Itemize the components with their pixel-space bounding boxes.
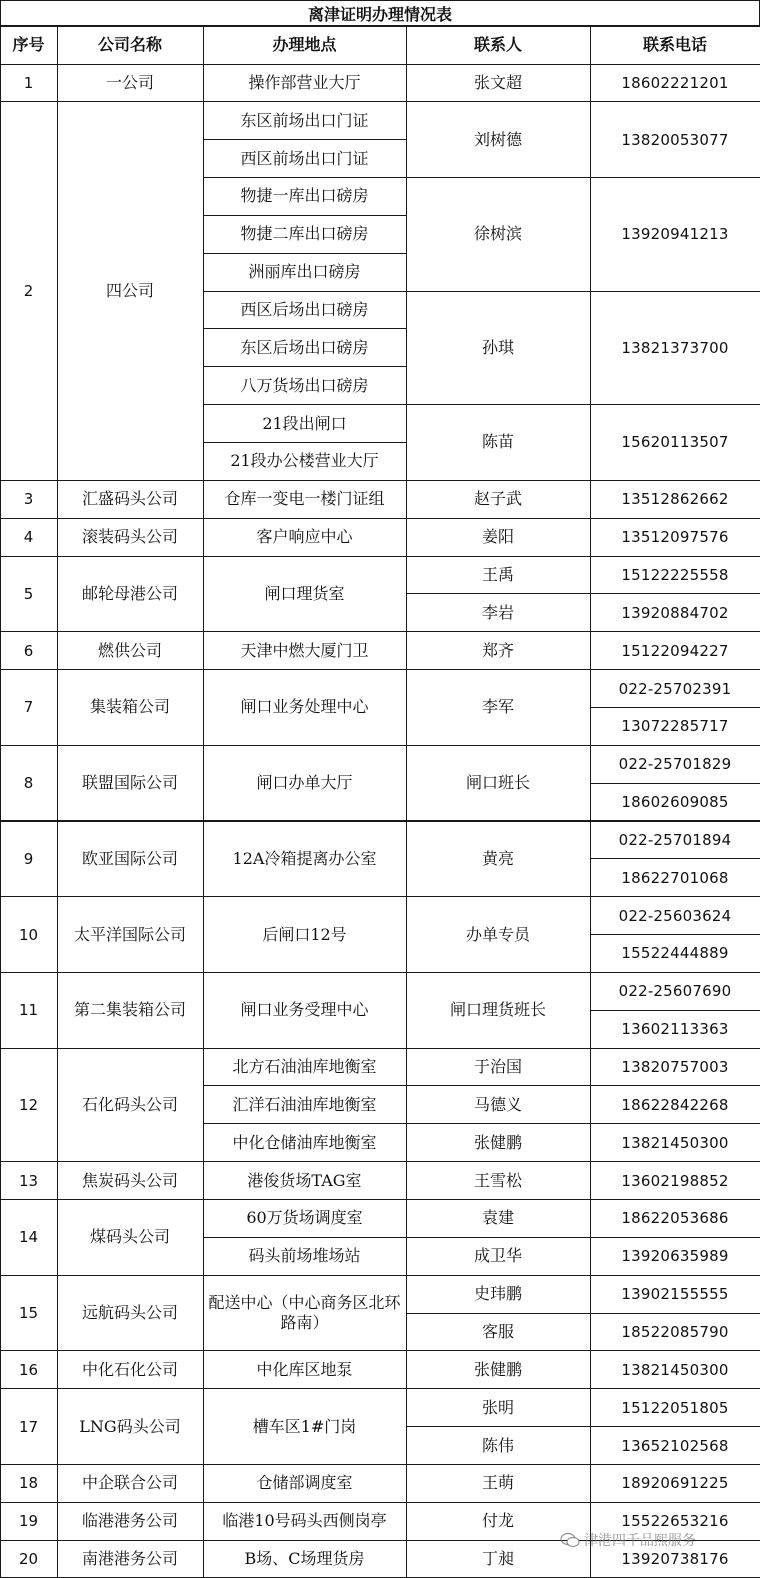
row-number: 7 bbox=[0, 669, 58, 746]
contact-name: 李军 bbox=[406, 669, 591, 746]
contact-name: 张健鹏 bbox=[406, 1123, 591, 1162]
company-name: LNG码头公司 bbox=[57, 1388, 204, 1465]
row-number: 12 bbox=[0, 1048, 58, 1163]
row-number: 3 bbox=[0, 480, 58, 519]
row-number: 9 bbox=[0, 821, 58, 898]
company-name: 第二集装箱公司 bbox=[57, 972, 204, 1049]
location-cell: 港俊货场TAG室 bbox=[203, 1161, 407, 1200]
contact-phone: 13512097576 bbox=[590, 518, 760, 557]
row-number: 6 bbox=[0, 631, 58, 670]
contact-name: 丁昶 bbox=[406, 1540, 591, 1578]
contact-name: 张文超 bbox=[406, 64, 591, 103]
location-cell: 中化仓储油库地衡室 bbox=[203, 1123, 407, 1162]
location-cell: 汇洋石油油库地衡室 bbox=[203, 1085, 407, 1124]
company-name: 燃供公司 bbox=[57, 631, 204, 670]
contact-phone: 18622701068 bbox=[590, 858, 760, 897]
contact-phone: 022-25701894 bbox=[590, 821, 760, 860]
location-cell: 配送中心（中心商务区北环路南） bbox=[203, 1275, 407, 1352]
contact-phone: 18920691225 bbox=[590, 1464, 760, 1503]
contact-phone: 13820757003 bbox=[590, 1048, 760, 1087]
location-cell: 闸口理货室 bbox=[203, 556, 407, 633]
contact-name: 陈伟 bbox=[406, 1426, 591, 1465]
row-number: 19 bbox=[0, 1502, 58, 1541]
contact-phone: 18602221201 bbox=[590, 64, 760, 103]
contact-name: 王雪松 bbox=[406, 1161, 591, 1200]
company-name: 四公司 bbox=[57, 101, 204, 481]
contact-name: 王禹 bbox=[406, 556, 591, 595]
row-number: 4 bbox=[0, 518, 58, 557]
company-name: 临港港务公司 bbox=[57, 1502, 204, 1541]
row-number: 13 bbox=[0, 1161, 58, 1200]
contact-name: 张明 bbox=[406, 1388, 591, 1427]
contact-name: 孙琪 bbox=[406, 291, 591, 406]
company-name: 太平洋国际公司 bbox=[57, 896, 204, 973]
contact-phone: 022-25607690 bbox=[590, 972, 760, 1011]
contact-name: 办单专员 bbox=[406, 896, 591, 973]
row-number: 8 bbox=[0, 745, 58, 822]
location-cell: 八万货场出口磅房 bbox=[203, 366, 407, 405]
row-number: 16 bbox=[0, 1350, 58, 1389]
contact-name: 袁建 bbox=[406, 1199, 591, 1238]
company-name: 联盟国际公司 bbox=[57, 745, 204, 822]
contact-name: 于治国 bbox=[406, 1048, 591, 1087]
contact-phone: 15122225558 bbox=[590, 556, 760, 595]
company-name: 汇盛码头公司 bbox=[57, 480, 204, 519]
company-name: 南港港务公司 bbox=[57, 1540, 204, 1578]
contact-phone: 13920884702 bbox=[590, 593, 760, 632]
location-cell: 东区后场出口磅房 bbox=[203, 328, 407, 367]
contact-phone: 13512862662 bbox=[590, 480, 760, 519]
location-cell: 仓库一变电一楼门证组 bbox=[203, 480, 407, 519]
contact-phone: 18622053686 bbox=[590, 1199, 760, 1238]
contact-phone: 15620113507 bbox=[590, 404, 760, 481]
contact-name: 闸口理货班长 bbox=[406, 972, 591, 1049]
contact-phone: 15522444889 bbox=[590, 934, 760, 973]
contact-phone: 15522653216 bbox=[590, 1502, 760, 1541]
contact-name: 黄亮 bbox=[406, 821, 591, 898]
location-cell: 洲丽库出口磅房 bbox=[203, 253, 407, 292]
contact-phone: 13652102568 bbox=[590, 1426, 760, 1465]
contact-name: 成卫华 bbox=[406, 1237, 591, 1276]
contact-name: 付龙 bbox=[406, 1502, 591, 1541]
contact-phone: 13821373700 bbox=[590, 291, 760, 406]
column-header: 公司名称 bbox=[57, 26, 204, 65]
location-cell: 临港10号码头西侧岗亭 bbox=[203, 1502, 407, 1541]
company-name: 远航码头公司 bbox=[57, 1275, 204, 1352]
contact-phone: 13072285717 bbox=[590, 707, 760, 746]
column-header: 联系电话 bbox=[590, 26, 760, 65]
column-header: 办理地点 bbox=[203, 26, 407, 65]
company-name: 煤码头公司 bbox=[57, 1199, 204, 1276]
row-number: 15 bbox=[0, 1275, 58, 1352]
contact-name: 史玮鹏 bbox=[406, 1275, 591, 1314]
contact-name: 马德义 bbox=[406, 1085, 591, 1124]
contact-phone: 022-25603624 bbox=[590, 896, 760, 935]
contact-phone: 022-25702391 bbox=[590, 669, 760, 708]
location-cell: 闸口办单大厅 bbox=[203, 745, 407, 822]
contact-phone: 15122051805 bbox=[590, 1388, 760, 1427]
location-cell: 闸口业务处理中心 bbox=[203, 669, 407, 746]
location-cell: 闸口业务受理中心 bbox=[203, 972, 407, 1049]
location-cell: 客户响应中心 bbox=[203, 518, 407, 557]
contact-name: 闸口班长 bbox=[406, 745, 591, 822]
contact-phone: 13920738176 bbox=[590, 1540, 760, 1578]
contact-name: 徐树滨 bbox=[406, 177, 591, 292]
location-cell: 西区前场出口门证 bbox=[203, 139, 407, 178]
contact-name: 客服 bbox=[406, 1313, 591, 1352]
contact-phone: 18602609085 bbox=[590, 783, 760, 822]
row-number: 1 bbox=[0, 64, 58, 103]
location-cell: 21段出闸口 bbox=[203, 404, 407, 443]
location-cell: 北方石油油库地衡室 bbox=[203, 1048, 407, 1087]
location-cell: 12A冷箱提离办公室 bbox=[203, 821, 407, 898]
location-cell: 仓储部调度室 bbox=[203, 1464, 407, 1503]
contact-phone: 13902155555 bbox=[590, 1275, 760, 1314]
company-name: 石化码头公司 bbox=[57, 1048, 204, 1163]
company-name: 集装箱公司 bbox=[57, 669, 204, 746]
contact-name: 李岩 bbox=[406, 593, 591, 632]
contact-name: 陈苗 bbox=[406, 404, 591, 481]
contact-phone: 13602113363 bbox=[590, 1010, 760, 1049]
contact-phone: 15122094227 bbox=[590, 631, 760, 670]
contact-phone: 13821450300 bbox=[590, 1123, 760, 1162]
row-number: 20 bbox=[0, 1540, 58, 1578]
contact-name: 王萌 bbox=[406, 1464, 591, 1503]
location-cell: B场、C场理货房 bbox=[203, 1540, 407, 1578]
row-number: 5 bbox=[0, 556, 58, 633]
location-cell: 槽车区1#门岗 bbox=[203, 1388, 407, 1465]
company-name: 中企联合公司 bbox=[57, 1464, 204, 1503]
contact-phone: 13920941213 bbox=[590, 177, 760, 292]
table-title: 离津证明办理情况表 bbox=[0, 0, 760, 26]
company-name: 焦炭码头公司 bbox=[57, 1161, 204, 1200]
location-cell: 60万货场调度室 bbox=[203, 1199, 407, 1238]
row-number: 11 bbox=[0, 972, 58, 1049]
contact-name: 郑齐 bbox=[406, 631, 591, 670]
contact-name: 姜阳 bbox=[406, 518, 591, 557]
row-number: 10 bbox=[0, 896, 58, 973]
contact-phone: 13821450300 bbox=[590, 1350, 760, 1389]
location-cell: 后闸口12号 bbox=[203, 896, 407, 973]
company-name: 中化石化公司 bbox=[57, 1350, 204, 1389]
location-cell: 西区后场出口磅房 bbox=[203, 291, 407, 330]
row-number: 17 bbox=[0, 1388, 58, 1465]
column-header: 序号 bbox=[0, 26, 58, 65]
location-cell: 物捷二库出口磅房 bbox=[203, 215, 407, 254]
contact-phone: 18522085790 bbox=[590, 1313, 760, 1352]
location-cell: 21段办公楼营业大厅 bbox=[203, 442, 407, 481]
location-cell: 中化库区地泵 bbox=[203, 1350, 407, 1389]
contact-phone: 13602198852 bbox=[590, 1161, 760, 1200]
company-name: 欧亚国际公司 bbox=[57, 821, 204, 898]
location-cell: 操作部营业大厅 bbox=[203, 64, 407, 103]
contact-name: 赵子武 bbox=[406, 480, 591, 519]
contact-phone: 18622842268 bbox=[590, 1085, 760, 1124]
location-cell: 码头前场堆场站 bbox=[203, 1237, 407, 1276]
company-name: 邮轮母港公司 bbox=[57, 556, 204, 633]
contact-phone: 13920635989 bbox=[590, 1237, 760, 1276]
column-header: 联系人 bbox=[406, 26, 591, 65]
contact-name: 刘树德 bbox=[406, 101, 591, 178]
company-name: 一公司 bbox=[57, 64, 204, 103]
row-number: 2 bbox=[0, 101, 58, 481]
company-name: 滚装码头公司 bbox=[57, 518, 204, 557]
contact-phone: 022-25701829 bbox=[590, 745, 760, 784]
location-cell: 天津中燃大厦门卫 bbox=[203, 631, 407, 670]
row-number: 14 bbox=[0, 1199, 58, 1276]
contact-phone: 13820053077 bbox=[590, 101, 760, 178]
watermark-text: 津港四千品熙服务 bbox=[584, 1533, 696, 1549]
row-number: 18 bbox=[0, 1464, 58, 1503]
location-cell: 物捷一库出口磅房 bbox=[203, 177, 407, 216]
location-cell: 东区前场出口门证 bbox=[203, 101, 407, 140]
contact-name: 张健鹏 bbox=[406, 1350, 591, 1389]
